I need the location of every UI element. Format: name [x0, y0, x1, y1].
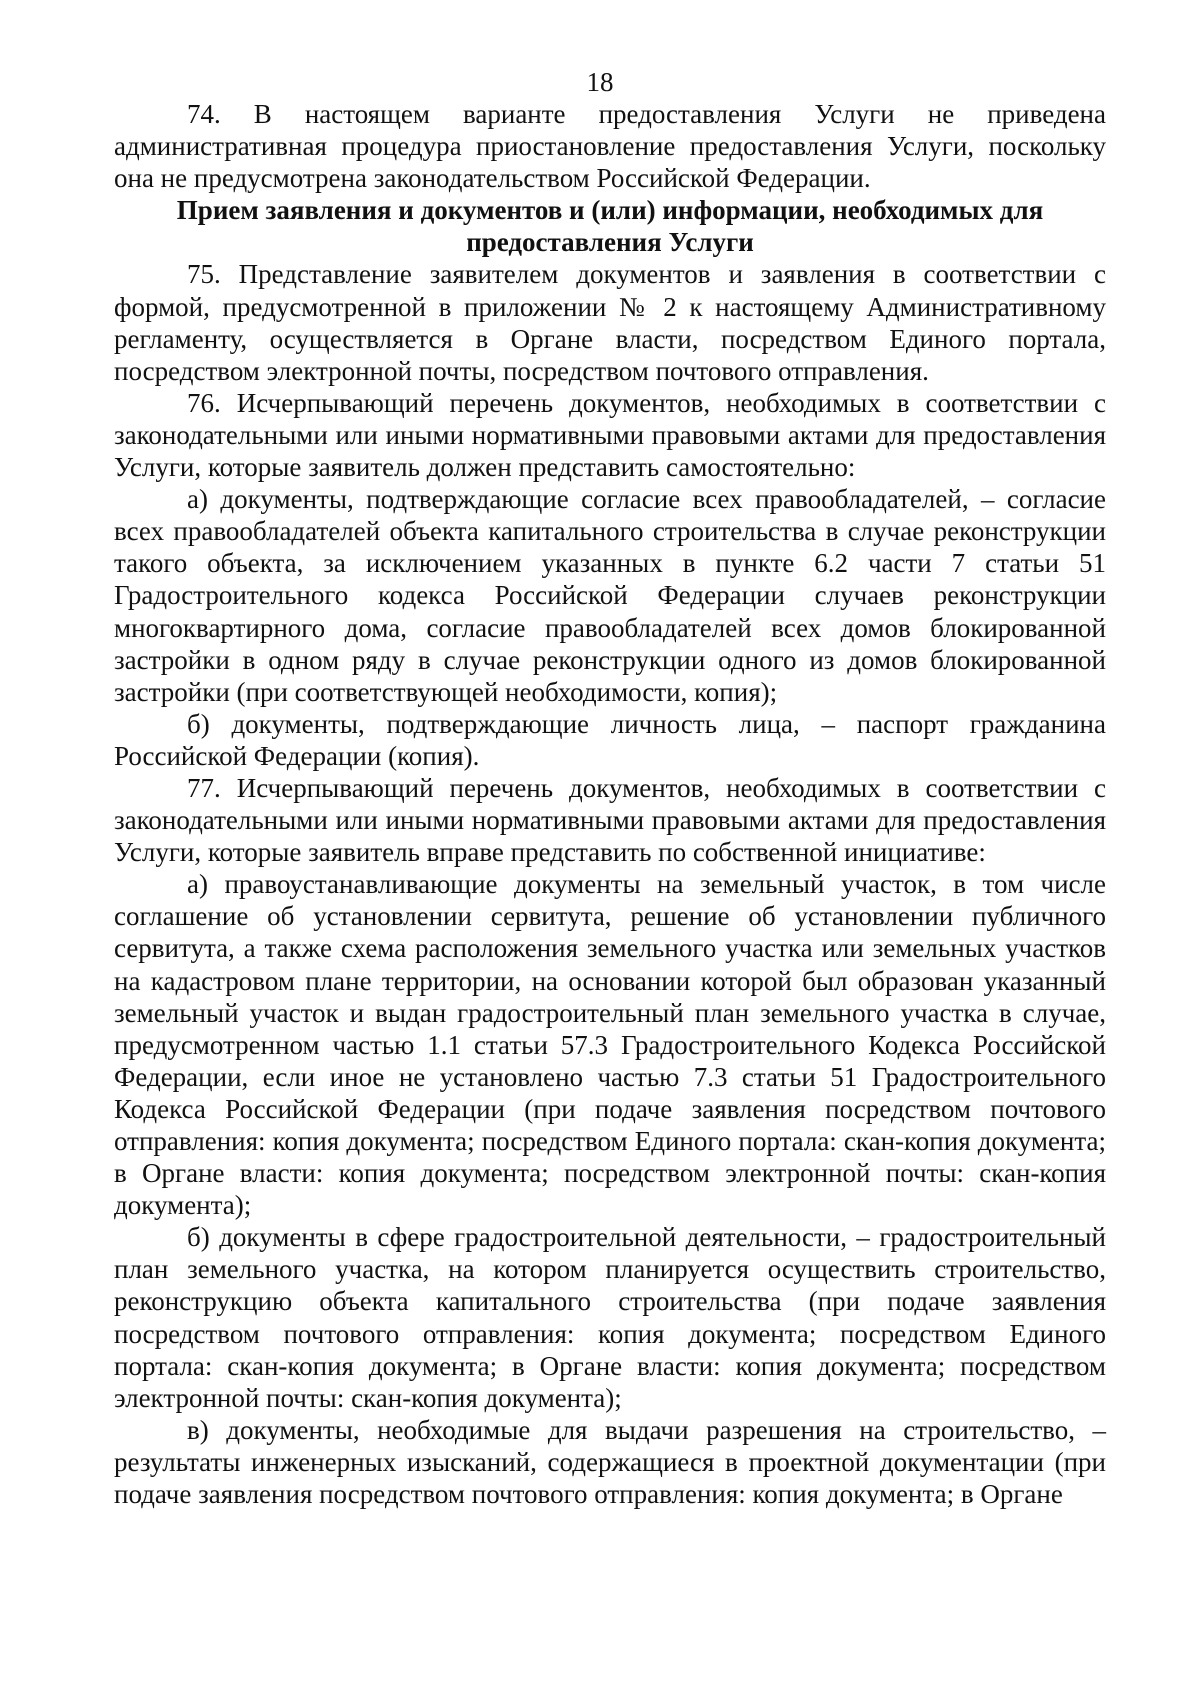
- document-body: [114, 98, 1106, 1510]
- paragraph-76-b: б) документы, подтверждающие личность лица, – паспорт гражданина Российской Федерации (копия).: [114, 708, 1106, 771]
- page-number: 18: [586, 67, 614, 97]
- paragraph-76: 76. Исчерпывающий перечень документов, необходимых в соответствии с законодательными или иными нормативными правовыми актами для предоставления Услуги, которые заявитель должен представить самостоятельно:: [114, 387, 1106, 483]
- paragraph-77-b: б) документы в сфере градостроительной деятельности, – градостроительный план земельного участка, на котором планируется осуществить строительство, реконструкцию объекта капитального строительства (при подаче заявления посредством почтового отправления: копия документа; посредством Единого портала: скан-копия документа; в Органе власти: копия документа; посредством электронной почты: скан-копия документа);: [114, 1222, 1106, 1413]
- paragraph-77-a: а) правоустанавливающие документы на земельный участок, в том числе соглашение об установлении сервитута, решение об установлении публичного сервитута, а также схема расположения земельного участка или земельных участков на кадастровом плане территории, на основании которой был образован указанный земельный участок и выдан градостроительный план земельного участка в случае, предусмотренном частью 1.1 статьи 57.3 Градостроительного Кодекса Российской Федерации, если иное не установлено частью 7.3 статьи 51 Градостроительного Кодекса Российской Федерации (при подаче заявления посредством почтового отправления: копия документа; посредством Единого портала: скан-копия документа; в Органе власти: копия документа; посредством электронной почты: скан-копия документа);: [114, 869, 1106, 1221]
- paragraph-76-a: а) документы, подтверждающие согласие всех правообладателей, – согласие всех правообладателей объекта капитального строительства в случае реконструкции такого объекта, за исключением указанных в пункте 6.2 части 7 статьи 51 Градостроительного кодекса Российской Федерации случаев реконструкции многоквартирного дома, согласие правообладателей всех домов блокированной застройки в одном ряду в случае реконструкции одного из домов блокированной застройки (при соответствующей необходимости, копия);: [114, 484, 1106, 707]
- paragraph-75: 75. Представление заявителем документов и заявления в соответствии с формой, предусмотренной в приложении № 2 к настоящему Административному регламенту, осуществляется в Органе власти, посредством Единого портала, посредством электронной почты, посредством почтового отправления.: [114, 259, 1106, 386]
- paragraph-74: 74. В настоящем варианте предоставления Услуги не приведена административная процедура приостановление предоставления Услуги, поскольку она не предусмотрена законодательством Российской Федерации.: [114, 99, 1106, 194]
- paragraph-77-v: в) документы, необходимые для выдачи разрешения на строительство, – результаты инженерных изысканий, содержащиеся в проектной документации (при подаче заявления посредством почтового отправления: копия документа; в Органе: [114, 1414, 1106, 1510]
- section-heading-line-2: предоставления Услуги: [466, 227, 754, 258]
- section-heading: [114, 194, 1106, 258]
- paragraph-77: 77. Исчерпывающий перечень документов, необходимых в соответствии с законодательными или иными нормативными правовыми актами для предоставления Услуги, которые заявитель вправе представить по собственной инициативе:: [114, 772, 1106, 868]
- section-heading-line-1: Прием заявления и документов и (или) информации, необходимых для: [176, 195, 1044, 226]
